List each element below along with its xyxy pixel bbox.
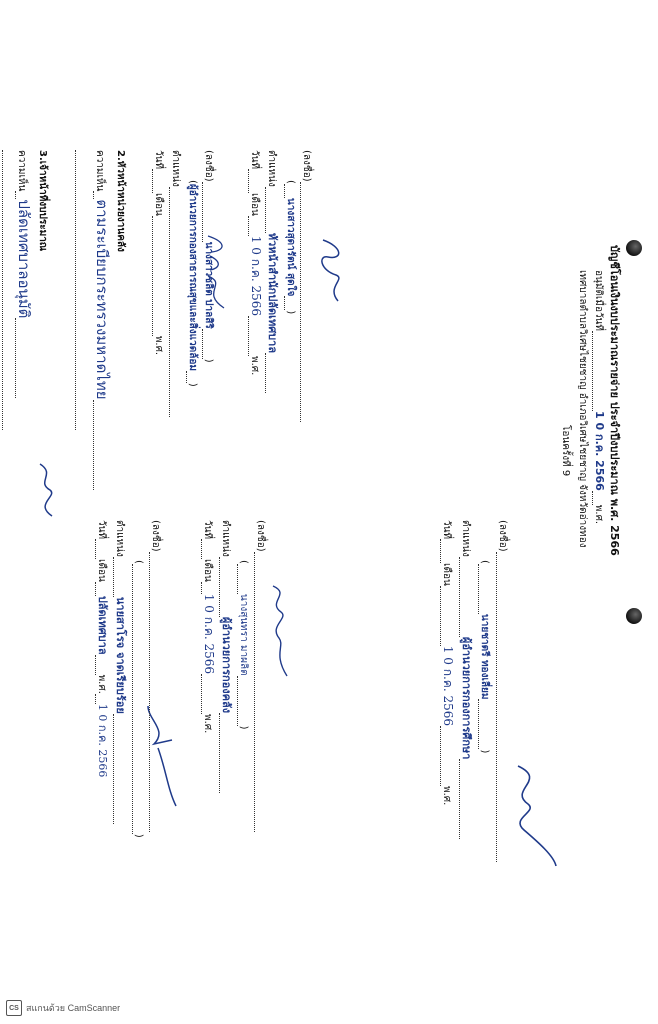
right1-sign-row: [496, 520, 508, 862]
right1-name: นายชาตรี ทองเลี่ยม: [479, 613, 490, 700]
right2-date-row: [201, 520, 215, 733]
sign-label: (ลงชื่อ): [301, 150, 312, 182]
right2-name-row: [237, 560, 249, 730]
month-label: เดือน: [96, 559, 107, 582]
camscanner-logo-icon: CS: [6, 1000, 22, 1016]
left1-position-row: [265, 150, 278, 393]
left2-date-row: [152, 150, 164, 355]
approval-date: 1 0 ก.ค. 2566: [593, 411, 606, 491]
year-label: พ.ศ.: [153, 335, 164, 356]
day-label: วันที่: [202, 520, 213, 540]
right1-date: 1 0 ก.ค. 2566: [441, 645, 455, 726]
right1-position-row: [459, 520, 472, 839]
paren: (: [238, 560, 249, 564]
doc-title: บัญชีโอนเงินงบประมาณรายจ่าย ประจำปีงบประมาณ พ.ศ. 2566: [608, 245, 621, 556]
left2-title: ผู้อำนวยการกองสาธารณสุขและสิ่งแวดล้อม: [187, 183, 198, 371]
right3-name: นายสาโรจ จาดเรียบร้อย: [114, 596, 127, 714]
right2-title: ผู้อำนวยการกองคลัง: [220, 616, 233, 714]
organization-line: เทศบาลตำบลวิเศษไชยชาญ อำเภอวิเศษไชยชาญ จังหวัดอ่างทอง: [577, 270, 588, 548]
left2-name: นางสาวชลิต ปาลสิริ: [203, 241, 214, 329]
right3-date: 1 0 ก.ค. 2566: [96, 703, 109, 778]
left2-sign-row: [202, 150, 214, 363]
position-label: ตำแหน่ง: [460, 520, 471, 557]
right3-date-row: [95, 520, 108, 777]
signature-section-3: [32, 460, 60, 520]
paren: ): [203, 358, 214, 363]
paren: ): [187, 382, 198, 387]
left1-date: 1 0 ก.ค. 2566: [249, 235, 263, 316]
left1-date-row: [248, 150, 262, 375]
month-label: เดือน: [202, 559, 213, 582]
left1-title: หัวหน้าสำนักปลัดเทศบาล: [266, 232, 279, 354]
month-label: เดือน: [153, 193, 164, 216]
right3-sign-row: [149, 520, 161, 832]
position-label: ตำแหน่ง: [114, 520, 125, 557]
right3-position-row: [113, 520, 126, 824]
scanner-text: สแกนด้วย CamScanner: [26, 1003, 121, 1013]
month-label: เดือน: [249, 193, 260, 216]
approval-year-label: พ.ศ.: [593, 504, 604, 525]
year-label: พ.ศ.: [202, 714, 213, 734]
day-label: วันที่: [153, 150, 164, 170]
left1-sign-row: [300, 150, 312, 422]
right3-name-row: [132, 560, 144, 838]
year-label: พ.ศ.: [96, 674, 107, 694]
punch-hole-icon: [626, 240, 642, 256]
left2-position-blank: [169, 150, 181, 417]
signature-right-2: [263, 580, 293, 680]
paren: (: [187, 180, 198, 184]
right1-name-row: [478, 560, 490, 753]
transfer-number: โอนครั้งที่ 9: [560, 425, 571, 477]
approval-label: อนุมัติเมื่อวันที่: [593, 270, 604, 331]
sign-label: (ลงชื่อ): [497, 520, 508, 552]
section-3-opinion: ปลัดเทศบาลอนุมัติ: [15, 199, 33, 319]
year-label: พ.ศ.: [249, 356, 260, 376]
paren: (: [479, 560, 490, 564]
sign-label: (ลงชื่อ): [150, 520, 161, 552]
left2-position-row: [186, 180, 198, 387]
blank-line: [75, 150, 76, 430]
opinion-label: ความเห็น: [16, 150, 27, 192]
position-label: ตำแหน่ง: [220, 520, 231, 557]
paren: ): [285, 310, 296, 315]
right1-title: ผู้อำนวยการกองการศึกษา: [460, 636, 473, 760]
paren: ): [479, 749, 490, 754]
signature-left-1: [314, 235, 348, 305]
position-label: ตำแหน่ง: [266, 150, 277, 187]
section-2-opinion-row: [93, 150, 111, 490]
month-label: เดือน: [441, 563, 452, 586]
section-3-heading: 3.เจ้าหน้าที่งบประมาณ: [37, 150, 48, 252]
position-label: ตำแหน่ง: [170, 150, 181, 187]
section-2-opinion: ตามระเบียบกระทรวงมหาดไทย: [93, 199, 111, 400]
day-label: วันที่: [249, 150, 260, 170]
paren: (: [285, 180, 296, 184]
scanner-watermark: [6, 1000, 120, 1016]
blank-line: [2, 150, 3, 430]
right2-position-row: [219, 520, 232, 793]
sign-label: (ลงชื่อ): [203, 150, 214, 182]
opinion-label: ความเห็น: [94, 150, 105, 192]
section-3-opinion-row: [15, 150, 33, 398]
paren: ): [238, 725, 249, 730]
approval-line: [592, 270, 605, 524]
sign-label: (ลงชื่อ): [255, 520, 266, 552]
left1-name-row: [284, 180, 296, 314]
day-label: วันที่: [96, 520, 107, 540]
section-2-heading: 2.หัวหน้าหน่วยงานคลัง: [115, 150, 126, 252]
paren: (: [133, 560, 144, 564]
day-label: วันที่: [441, 520, 452, 540]
right1-date-row: [440, 520, 454, 805]
right2-date: 1 0 ก.ค. 2566: [202, 593, 216, 674]
right2-name: นางสุนทรา มาผลิต: [238, 593, 249, 676]
right2-sign-row: [254, 520, 266, 832]
right3-title: ปลัดเทศบาล: [96, 595, 109, 655]
left1-name: นางสาวสุดารัตน์ สุดใจ: [285, 197, 296, 297]
year-label: พ.ศ.: [441, 786, 452, 806]
punch-hole-icon: [626, 608, 642, 624]
paren: ): [133, 833, 144, 838]
